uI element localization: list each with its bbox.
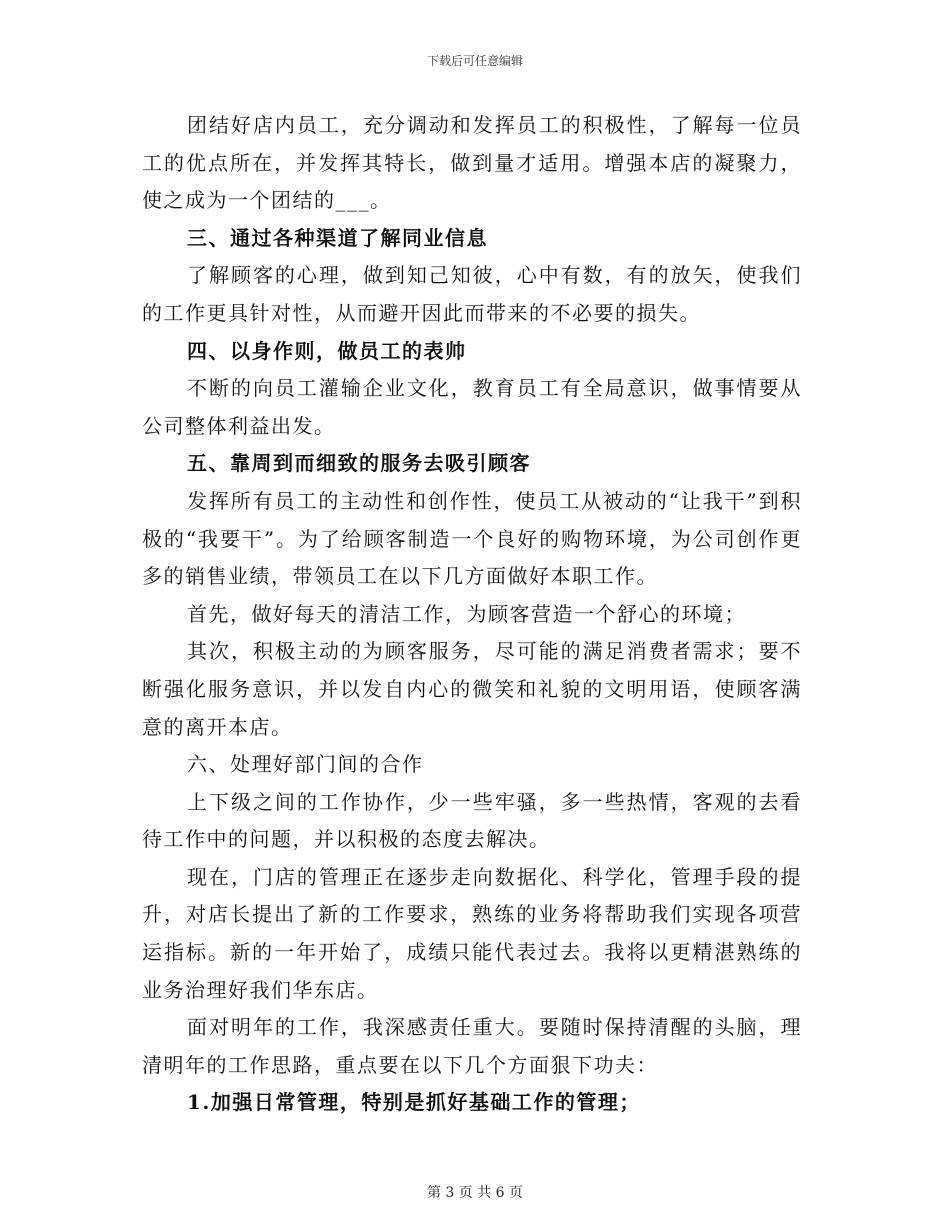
- paragraph-corporate-culture: 不断的向员工灌输企业文化，教育员工有全局意识，做事情要从公司整体利益出发。: [142, 376, 802, 438]
- paragraph-cooperation: 上下级之间的工作协作，少一些牢骚，多一些热情，客观的去看待工作中的问题，并以积极的态度去解决。: [142, 789, 802, 852]
- paragraph-first-cleaning: 首先，做好每天的清洁工作，为顾客营造一个舒心的环境；: [187, 601, 746, 626]
- paragraph-next-year: 面对明年的工作，我深感责任重大。要随时保持清醒的头脑，理清明年的工作思路，重点要在以下几个方面狠下功夫：: [142, 1015, 802, 1077]
- section-heading-4: 四、以身作则，做员工的表帅: [187, 338, 467, 363]
- paragraph-customer-psychology: 了解顾客的心理，做到知己知彼，心中有数，有的放矢，使我们的工作更具针对性，从而避开因此而带来的不必要的损失。: [142, 263, 802, 325]
- section-heading-3: 三、通过各种渠道了解同业信息: [187, 225, 488, 250]
- section-heading-6: 六、处理好部门间的合作: [187, 752, 424, 777]
- paragraph-employee-initiative: 发挥所有员工的主动性和创作性，使员工从被动的“让我干”到积极的“我要干”。为了给顾客制造一个良好的购物环境，为公司创作更多的销售业绩，带领员工在以下几方面做好本职工作。: [142, 488, 802, 589]
- page-header: 下载后可任意编辑: [426, 54, 523, 68]
- document-body: [142, 107, 802, 1122]
- list-item-1: 1.加强日常管理，特别是抓好基础工作的管理；: [187, 1090, 641, 1115]
- paragraph-management-progress: 现在，门店的管理正在逐步走向数据化、科学化，管理手段的提升，对店长提出了新的工作要求，熟练的业务将帮助我们实现各项营运指标。新的一年开始了，成绩只能代表过去。我将以更精湛熟练的业务治理好我们华东店。: [142, 864, 802, 1002]
- section-heading-5: 五、靠周到而细致的服务去吸引顾客: [187, 451, 531, 476]
- paragraph-second-service: 其次，积极主动的为顾客服务，尽可能的满足消费者需求；要不断强化服务意识，并以发自内心的微笑和礼貌的文明用语，使顾客满意的离开本店。: [142, 639, 802, 739]
- paragraph-team-unity: 团结好店内员工，充分调动和发挥员工的积极性，了解每一位员工的优点所在，并发挥其特长，做到量才适用。增强本店的凝聚力，使之成为一个团结的___。: [142, 113, 802, 213]
- page-number: 第 3 页 共 6 页: [426, 1185, 524, 1201]
